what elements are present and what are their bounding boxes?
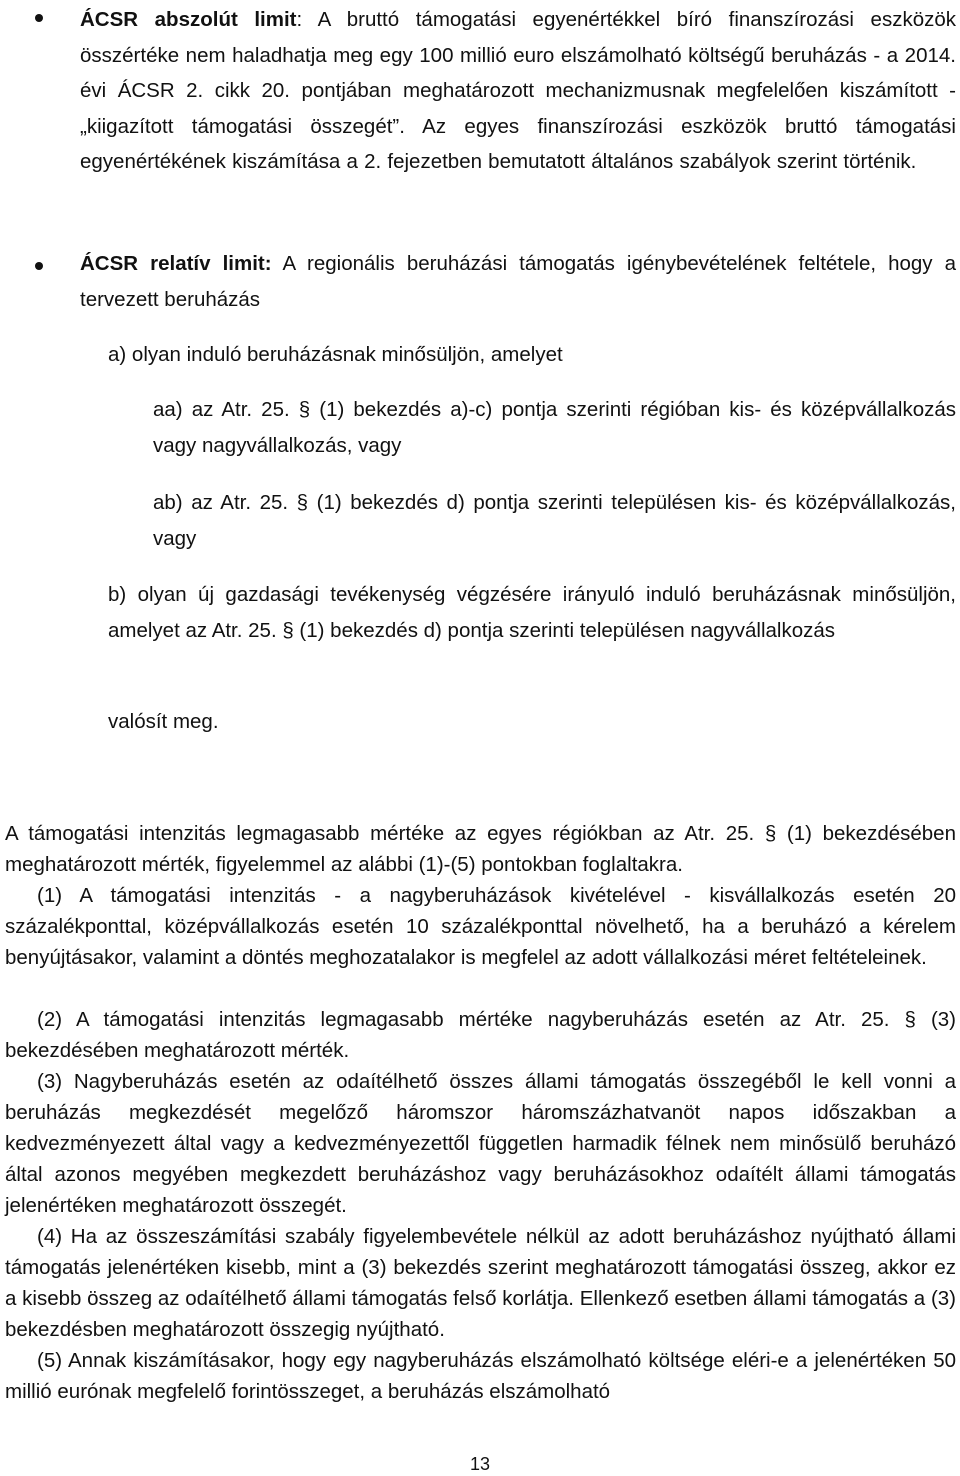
list-item-ab: ab) az Atr. 25. § (1) bekezdés d) pontja szerinti településen kis- és középvállalkozás, vagy <box>153 491 956 550</box>
list-closing: valósít meg. <box>108 710 219 733</box>
bullet-dot <box>35 14 43 22</box>
paragraph-4: (4) Ha az összeszámítási szabály figyelembevétele nélkül az adott beruházáshoz nyújtható állami támogatás jelenértéken kisebb, mint a (3) bekezdés szerint meghatározott támogatási összeg, akkor ez a kisebb összeg az odaítélhető állami támogatás felső korlátja. Ellenkező esetben állami támogatás a (3) bekezdésben meghatározott összegig nyújtható. <box>5 1225 956 1341</box>
list-item-aa: aa) az Atr. 25. § (1) bekezdés a)-c) pontja szerinti régióban kis- és középvállalkozás vagy nagyvállalkozás, vagy <box>153 398 956 457</box>
paragraph-3: (3) Nagyberuházás esetén az odaítélhető összes állami támogatás összegéből le kell vonni a beruházás megkezdését megelőző háromszor háromszázhatvanöt napos időszakban a kedvezményezett által vagy a kedvezményezettől független harmadik félnek nem minősülő beruházó által azonos megyében megkezdett beruházáshoz vagy beruházásokhoz odaítélt állami támogatás jelenértéken meghatározott összegét. <box>5 1070 956 1217</box>
paragraph-intro: A támogatási intenzitás legmagasabb mértéke az egyes régiókban az Atr. 25. § (1) bekezdésében meghatározott mérték, figyelemmel az alábbi (1)-(5) pontokban foglaltakra. <box>5 822 956 876</box>
list-item-b: b) olyan új gazdasági tevékenység végzésére irányuló induló beruházásnak minősüljön, amelyet az Atr. 25. § (1) bekezdés d) pontja szerinti településen nagyvállalkozás <box>108 583 956 642</box>
list-item-a: a) olyan induló beruházásnak minősüljön, amelyet <box>108 343 563 366</box>
bullet-title: ÁCSR relatív limit: <box>80 252 272 275</box>
bullet-dot <box>35 262 43 270</box>
bullet-text: A regionális beruházási támogatás igénybevételének feltétele, hogy a tervezett beruházás <box>80 252 956 311</box>
paragraph-1: (1) A támogatási intenzitás - a nagyberuházások kivételével - kisvállalkozás esetén 20 százalékponttal, középvállalkozás esetén 10 százalékponttal növelhető, ha a beruházó a kérelem benyújtásakor, valamint a döntés meghozatalakor is megfelel az adott vállalkozási méret feltételeinek. <box>5 884 956 969</box>
paragraph-2: (2) A támogatási intenzitás legmagasabb mértéke nagyberuházás esetén az Atr. 25. § (3) bekezdésében meghatározott mérték. <box>5 1008 956 1062</box>
bullet-text: : A bruttó támogatási egyenértékkel bíró finanszírozási eszközök összértéke nem haladhatja meg egy 100 millió euro elszámolható költségű beruházás - a 2014. évi ÁCSR 2. cikk 20. pontjában meghatározott mechanizmusnak megfelelően kiszámított - „kiigazított támogatási összegét”. Az egyes finanszírozási eszközök bruttó támogatási egyenértékének kiszámítása a 2. fejezetben bemutatott általános szabályok szerint történik. <box>80 8 956 174</box>
paragraph-5: (5) Annak kiszámításakor, hogy egy nagyberuházás elszámolható költsége eléri-e a jelenértéken 50 millió eurónak megfelelő forintösszeget, a beruházás elszámolható <box>5 1349 956 1403</box>
bullet-relative-limit <box>80 246 956 318</box>
bullet-title: ÁCSR abszolút limit <box>80 8 297 31</box>
page-number: 13 <box>469 1454 491 1474</box>
bullet-absolute-limit <box>80 2 956 180</box>
